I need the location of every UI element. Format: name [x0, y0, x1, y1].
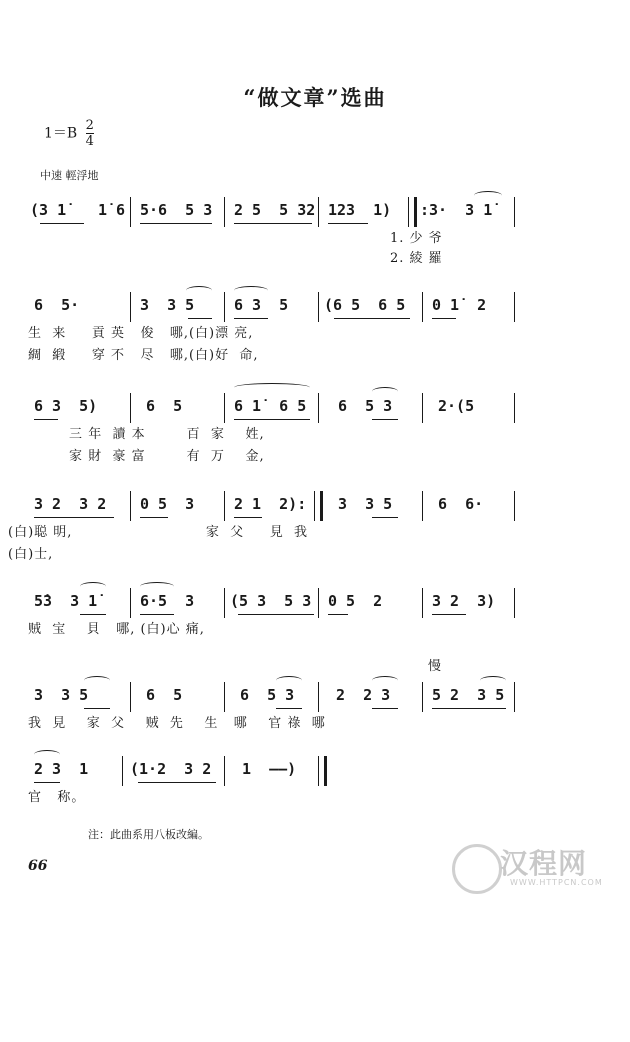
bar-line: [130, 588, 131, 618]
bar-line: [130, 292, 131, 322]
lyric-text: 生 来 貢 英 俊 哪,(白)漂 亮,: [28, 326, 254, 341]
bar-line: [422, 491, 423, 521]
slur-mark: [234, 286, 268, 295]
key-label: 1＝B: [44, 125, 78, 142]
measure-notes: 5̇3 3 1̇: [34, 592, 98, 610]
notes-line: [28, 682, 518, 712]
bar-line: [224, 682, 225, 712]
slur-mark: [84, 676, 110, 685]
repeat-bar: [408, 197, 417, 227]
underline-mark: [328, 223, 368, 224]
lyric-text: (白)聪 明, 家 父 見 我: [8, 525, 309, 540]
underline-mark: [234, 318, 268, 319]
underline-mark: [372, 517, 398, 518]
bar-line: [130, 197, 131, 227]
page-title: “做文章”选曲: [243, 85, 387, 110]
lyric-text: 官 称。: [28, 790, 86, 805]
measure-notes: 6 1̇ 6 5: [234, 397, 307, 415]
lyric-text: 2. 綾 羅: [390, 251, 443, 266]
underline-mark: [84, 708, 110, 709]
underline-mark: [140, 517, 168, 518]
underline-mark: [140, 614, 174, 615]
lyric-line: [8, 543, 518, 567]
notes-line: [28, 588, 518, 618]
measure-notes: 2 2 3: [336, 686, 391, 704]
bar-line: [224, 491, 225, 521]
measure-notes: 3 2 3 2: [34, 495, 107, 513]
lyric-line: [28, 227, 518, 247]
measure-notes: 1̇ 6: [98, 201, 126, 219]
underline-mark: [334, 318, 410, 319]
lyric-text: 家 財 豪 富 有 万 金,: [28, 449, 265, 464]
slur-mark: [234, 383, 310, 392]
bar-line: [130, 682, 131, 712]
measure-notes: 6 5: [146, 686, 183, 704]
underline-mark: [234, 517, 262, 518]
lyric-line: [28, 344, 518, 368]
lyric-text: 我 見 家 父 贼 先 生 哪 官 祿 哪: [28, 716, 326, 731]
lyric-text: (白)士,: [8, 547, 54, 562]
staff-row-3: [28, 393, 518, 469]
measure-notes: (5 3 5 3: [230, 592, 312, 610]
bar-line: [514, 393, 515, 423]
bar-line: [224, 756, 225, 786]
underline-mark: [80, 614, 106, 615]
underline-mark: [34, 517, 114, 518]
watermark-logo-icon: [452, 844, 502, 894]
notes-line: [28, 393, 518, 423]
staff-row-5: [28, 588, 518, 642]
lyric-line: [28, 423, 518, 445]
slur-mark: [140, 582, 174, 591]
underline-mark: [34, 419, 58, 420]
staff-row-4: [8, 491, 518, 567]
repeat-bar: [314, 491, 323, 521]
slur-mark: [80, 582, 106, 591]
bar-line: [318, 197, 319, 227]
slur-mark: [34, 750, 60, 759]
time-denominator: 4: [85, 134, 94, 149]
bar-line: [224, 588, 225, 618]
notes-line: [28, 197, 518, 227]
measure-notes: 6 6·: [438, 495, 484, 513]
bar-line: [422, 393, 423, 423]
measure-notes: 2 3 1: [34, 760, 89, 778]
lyric-line: [28, 445, 518, 469]
bar-line: [514, 197, 515, 227]
slur-mark: [474, 191, 502, 200]
measure-notes: 6 5 3: [338, 397, 393, 415]
underline-mark: [234, 419, 310, 420]
measure-notes: 6 5·: [34, 296, 80, 314]
bar-line: [318, 682, 319, 712]
measure-notes: 6 3 5): [34, 397, 98, 415]
lyric-text: 三 年 讀 本 百 家 姓,: [28, 427, 265, 442]
bar-line: [514, 682, 515, 712]
measure-notes: 0 5 2: [328, 592, 383, 610]
measure-notes: 6 5 3: [240, 686, 295, 704]
footnote: 注：此曲系用八板改編。: [88, 828, 209, 841]
bar-line: [422, 682, 423, 712]
slur-mark: [276, 676, 302, 685]
slur-mark: [372, 676, 398, 685]
staff-row-7: [28, 756, 518, 810]
staff-row-6: [28, 682, 518, 736]
underline-mark: [276, 708, 302, 709]
slur-mark: [372, 387, 398, 396]
end-bar: [318, 756, 327, 786]
measure-notes: 0 5 3: [140, 495, 195, 513]
watermark: [448, 842, 618, 892]
time-numerator: 2: [85, 118, 94, 133]
tempo-marking: 中速 輕浮地: [40, 169, 99, 182]
bar-line: [422, 292, 423, 322]
underline-mark: [234, 223, 312, 224]
underline-mark: [372, 708, 398, 709]
underline-mark: [238, 614, 314, 615]
bar-line: [318, 393, 319, 423]
staff-row-1: [28, 197, 518, 271]
page-number: 66: [28, 858, 48, 874]
underline-mark: [140, 223, 212, 224]
bar-line: [130, 491, 131, 521]
measure-notes: 3 3 5: [140, 296, 195, 314]
measure-notes: 6 5: [146, 397, 183, 415]
bar-line: [514, 491, 515, 521]
measure-notes: 123 1): [328, 201, 392, 219]
bar-line: [122, 756, 123, 786]
watermark-url: WWW.HTTPCN.COM: [510, 878, 603, 887]
lyric-text: 綢 緞 穿 不 尽 哪,(白)好 命,: [28, 348, 259, 363]
bar-line: [318, 292, 319, 322]
slur-mark: [480, 676, 506, 685]
lyric-text: 贼 宝 貝 哪, (白)心 痛,: [28, 622, 205, 637]
slur-mark: [186, 286, 212, 295]
measure-notes: 3 2 3): [432, 592, 496, 610]
lyric-text: 1. 少 爷: [390, 231, 443, 246]
lyric-line: [28, 322, 518, 344]
bar-line: [224, 197, 225, 227]
lyric-line: [28, 618, 518, 642]
measure-notes: (3 1̇: [30, 201, 67, 219]
bar-line: [224, 292, 225, 322]
measure-notes: 5 2 3 5: [432, 686, 505, 704]
bar-line: [224, 393, 225, 423]
underline-mark: [432, 708, 506, 709]
underline-mark: [188, 318, 212, 319]
notes-line: [28, 292, 518, 322]
underline-mark: [432, 614, 466, 615]
measure-notes: 5·6 5 3: [140, 201, 213, 219]
tempo-marking-slow: 慢: [428, 659, 442, 674]
notes-line: [28, 756, 518, 786]
notes-line: [28, 491, 518, 521]
measure-notes: 3 3 5: [34, 686, 89, 704]
measure-notes: 6·5 3: [140, 592, 195, 610]
measure-notes: :3· 3 1̇: [420, 201, 493, 219]
underline-mark: [138, 782, 216, 783]
watermark-text: 汉程网: [500, 847, 588, 880]
time-signature: [86, 118, 94, 149]
staff-row-2: [28, 292, 518, 368]
measure-notes: (6 5 6 5: [324, 296, 406, 314]
bar-line: [318, 588, 319, 618]
underline-mark: [372, 419, 398, 420]
bar-line: [514, 588, 515, 618]
lyric-line: [28, 247, 518, 271]
lyric-line: [28, 712, 518, 736]
measure-notes: 3 3 5: [338, 495, 393, 513]
measure-notes: 2 1 2):: [234, 495, 307, 513]
bar-line: [130, 393, 131, 423]
lyric-line: [28, 786, 518, 810]
bar-line: [422, 588, 423, 618]
underline-mark: [34, 782, 60, 783]
measure-notes: (1·2 3 2: [130, 760, 212, 778]
underline-mark: [40, 223, 84, 224]
underline-mark: [432, 318, 456, 319]
bar-line: [514, 292, 515, 322]
measure-notes: 0 1̇ 2: [432, 296, 487, 314]
measure-notes: 2 5 5 32: [234, 201, 316, 219]
measure-notes: 6 3 5: [234, 296, 289, 314]
measure-notes: 2·(5: [438, 397, 475, 415]
measure-notes: 1 ––): [242, 760, 297, 778]
lyric-line: [8, 521, 518, 543]
underline-mark: [328, 614, 348, 615]
key-signature: [44, 118, 94, 149]
